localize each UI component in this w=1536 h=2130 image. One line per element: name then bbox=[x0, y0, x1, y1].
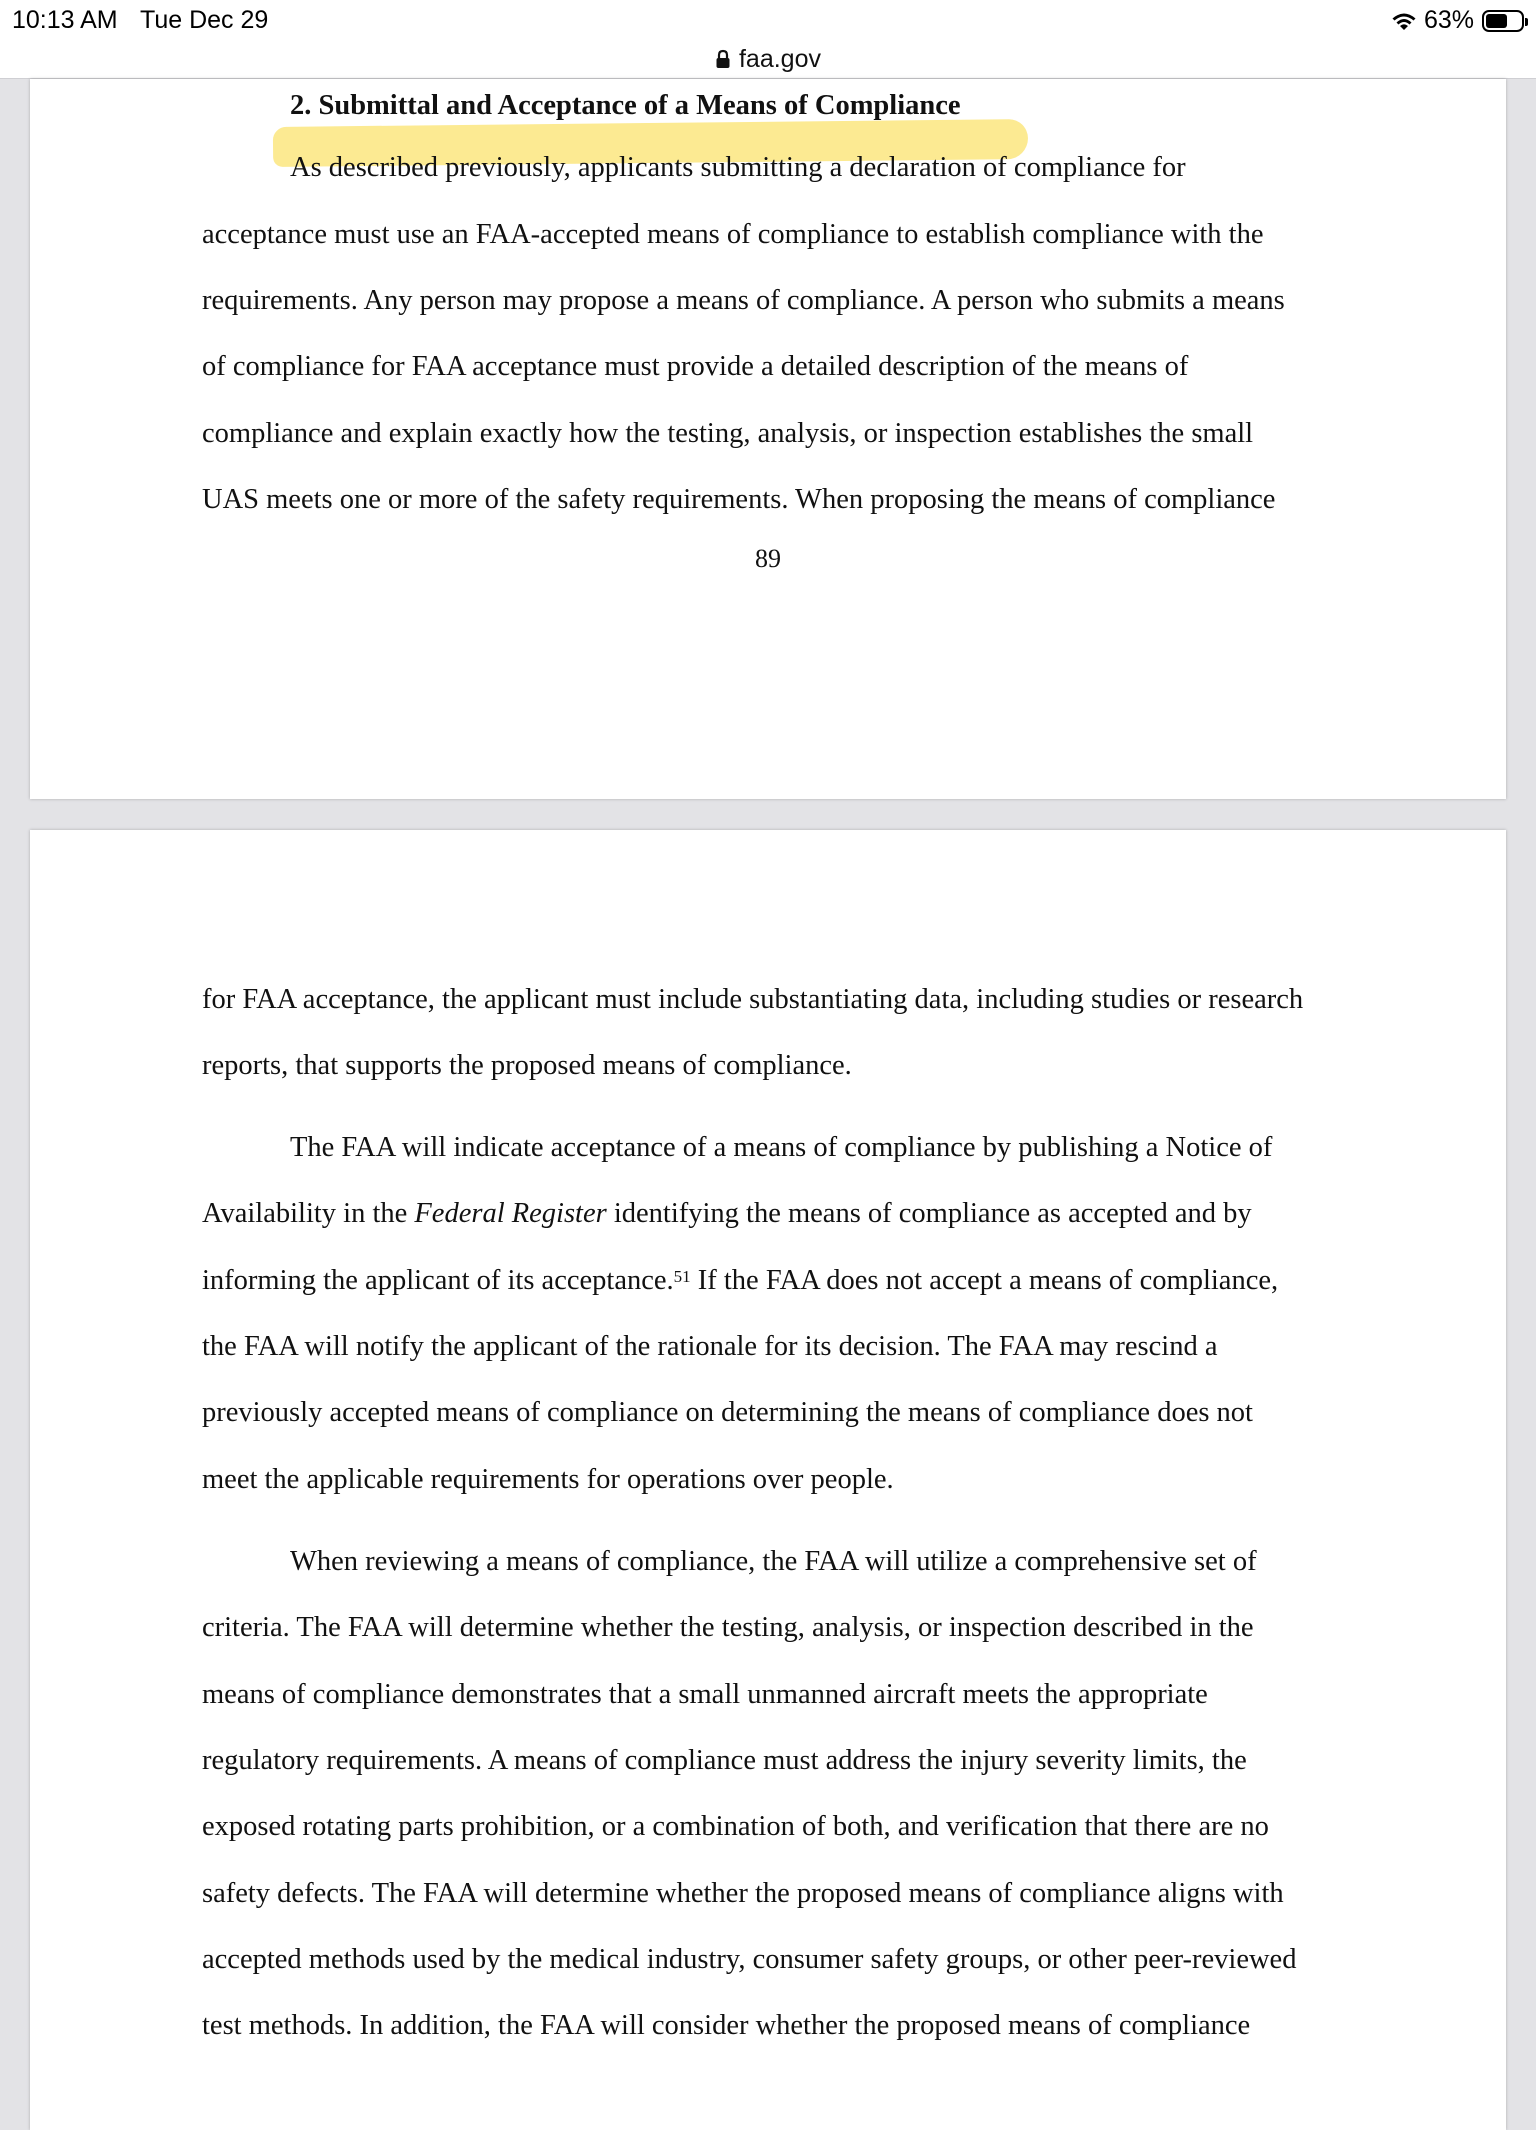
page-number: 89 bbox=[755, 544, 781, 573]
text-line: previously accepted means of compliance on determining the means of compliance does not bbox=[202, 1397, 1253, 1428]
battery-icon bbox=[1482, 10, 1524, 32]
text-line: safety defects. The FAA will determine whether the proposed means of compliance aligns with bbox=[202, 1878, 1284, 1909]
text-line: As described previously, applicants submitting a declaration of compliance for bbox=[290, 152, 1186, 183]
battery-cap bbox=[1525, 18, 1528, 26]
text-line: reports, that supports the proposed means of compliance. bbox=[202, 1050, 852, 1081]
text-line: for FAA acceptance, the applicant must include substantiating data, including studies or research bbox=[202, 984, 1304, 1015]
italic-title: Federal Register bbox=[414, 1198, 607, 1229]
text-line bbox=[202, 1264, 1278, 1298]
text-span: identifying the means of compliance as accepted and by bbox=[606, 1198, 1252, 1229]
document-page-90 bbox=[30, 830, 1506, 2130]
section-heading: 2. Submittal and Acceptance of a Means of Compliance bbox=[290, 90, 961, 121]
text-span: informing the applicant of its acceptance. bbox=[202, 1265, 674, 1296]
footnote-marker[interactable]: 51 bbox=[673, 1267, 691, 1286]
text-line: test methods. In addition, the FAA will consider whether the proposed means of compliance bbox=[202, 2010, 1251, 2041]
text-line: regulatory requirements. A means of compliance must address the injury severity limits, the bbox=[202, 1745, 1247, 1776]
text-line: When reviewing a means of compliance, the FAA will utilize a comprehensive set of bbox=[290, 1546, 1257, 1577]
text-line: means of compliance demonstrates that a small unmanned aircraft meets the appropriate bbox=[202, 1679, 1208, 1710]
text-line: criteria. The FAA will determine whether the testing, analysis, or inspection described in the bbox=[202, 1612, 1254, 1643]
lock-icon bbox=[715, 49, 731, 69]
text-line: UAS meets one or more of the safety requirements. When proposing the means of compliance bbox=[202, 484, 1276, 515]
status-bar bbox=[0, 0, 1536, 40]
text-line bbox=[202, 1197, 1252, 1231]
document-page-89 bbox=[30, 79, 1506, 799]
battery-percent: 63% bbox=[1423, 6, 1474, 34]
text-line: of compliance for FAA acceptance must provide a detailed description of the means of bbox=[202, 351, 1189, 382]
text-line: the FAA will notify the applicant of the rationale for its decision. The FAA may rescind a bbox=[202, 1331, 1218, 1362]
text-span: Availability in the bbox=[202, 1198, 415, 1229]
status-indicators bbox=[1390, 6, 1524, 35]
text-line: requirements. Any person may propose a means of compliance. A person who submits a means bbox=[202, 285, 1285, 316]
text-line: exposed rotating parts prohibition, or a combination of both, and verification that there are no bbox=[202, 1811, 1269, 1842]
status-date: Tue Dec 29 bbox=[140, 6, 269, 34]
text-line: accepted methods used by the medical industry, consumer safety groups, or other peer-reviewed bbox=[202, 1944, 1297, 1975]
text-line: meet the applicable requirements for operations over people. bbox=[202, 1464, 894, 1495]
text-line: The FAA will indicate acceptance of a means of compliance by publishing a Notice of bbox=[290, 1132, 1273, 1163]
text-span: If the FAA does not accept a means of compliance, bbox=[690, 1265, 1279, 1296]
battery-fill bbox=[1486, 14, 1507, 28]
address-bar[interactable] bbox=[0, 40, 1536, 79]
text-line: acceptance must use an FAA-accepted means of compliance to establish compliance with the bbox=[202, 219, 1264, 250]
text-line: compliance and explain exactly how the testing, analysis, or inspection establishes the small bbox=[202, 418, 1254, 449]
status-time: 10:13 AM bbox=[12, 6, 118, 34]
url-text[interactable]: faa.gov bbox=[738, 44, 821, 73]
wifi-icon bbox=[1390, 10, 1418, 32]
